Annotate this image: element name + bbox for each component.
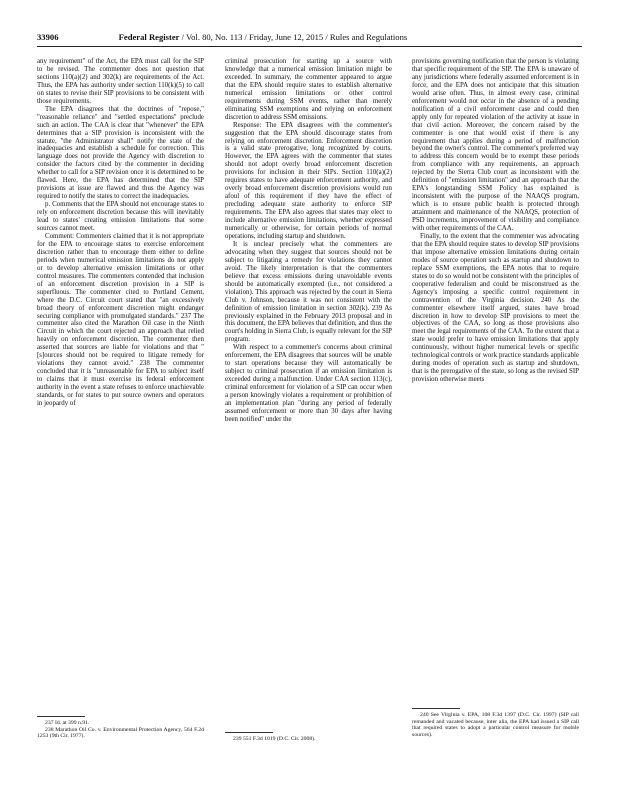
footnotes-column-3 [412, 708, 579, 738]
paragraph: any requirement" of the Act, the EPA must call for the SIP to be revised. The commenter does not question that sections 110(a)(2) and 302(k) are requirements of the Act. Thus, the EPA has authority under section 110(k)(5) to call on states to revise their SIP provisions to be consistent with those requirements. [37, 58, 204, 105]
paragraph: provisions governing notification that the person is violating that specific requirement of the SIP. The EPA is unaware of any jurisdictions where federally assumed enforcement is in force, and the EPA does not anticipate that this situation would arise often. Thus, in almost every case, criminal enforcement would not occur in the absence of a pending notification of a civil enforcement case and could then apply only for repeated violation of the activity at issue in that civil action. Moreover, the concern raised by the commenter is one that would exist if there is any requirement that applies during a period of malfunction beyond the owner's control. The commenter's preferred way to address this concern would be to exempt these periods from compliance with any requirements, an approach rejected by the Sierra Club court as inconsistent with the definition of "emission limitation" and an approach that the EPA's longstanding SSM Policy has explained is inconsistent with the purpose of the NAAQS program, which is to ensure public health is protected through attainment and maintenance of the NAAQS, protection of PSD increments, improvement of visibility and compliance with other requirements of the CAA. [412, 58, 579, 233]
paragraph: Comment: Commenters claimed that it is not appropriate for the EPA to encourage states to exercise enforcement discretion rather than to encourage them either to define periods when numerical emission limitations do not apply or to develop alternative emission limitations or other control measures. The commenters contended that inclusion of an enforcement discretion provision in a SIP is superfluous. The commenter cited to Portland Cement, where the D.C. Circuit court stated that "an excessively broad theory of enforcement discretion might endanger securing compliance with promulgated standards." 237 The commenter also cited the Marathon Oil case in the Ninth Circuit in which the court rejected an approach that relied heavily on enforcement discretion. The commenter then asserted that sources are liable for violations and that "[s]ources should not be required to litigate remedy for violations they cannot avoid." 238 The commenter concluded that it is "unreasonable for EPA to subject itself to claims that it must exercise its federal enforcement authority in the event a state refuses to enforce unachievable standards, or for states to put source owners and operators in jeopardy of [37, 232, 204, 407]
paragraph: Finally, to the extent that the commenter was advocating that the EPA should require states to develop SIP provisions that impose alternative emission limitations during certain modes of source operation such as startup and shutdown to replace SSM exemptions, the EPA notes that to require states to do so would not be consistent with the principles of cooperative federalism and could be misconstrued as the Agency's imposing a specific control requirement in contravention of the Virginia decision. 240 As the commenter elsewhere itself argued, states have broad discretion in how to develop SIP provisions to meet the objectives of the CAA, so long as those provisions also meet the legal requirements of the CAA. To the extent that a state would prefer to have emission limitations that apply continuously, without higher numerical levels or specific technological controls or work practice standards applicable during modes of operation such as startup and shutdown, that is the prerogative of the state, so long as the revised SIP provision otherwise meets [412, 232, 579, 384]
footnotes-column-2 [225, 732, 392, 743]
paragraph: criminal prosecution for starting up a source with knowledge that a numerical emission limitation might be exceeded. In summary, the commenter appeared to argue that the EPA should require states to establish alternative numerical emission limitations or other control requirements during SSM events, rather than merely eliminating SSM exemptions and relying on enforcement discretion to address SSM emissions. [225, 58, 392, 121]
paragraph: With respect to a commenter's concerns about criminal enforcement, the EPA disagrees that sources will be unable to start operations because they will automatically be subject to criminal prosecution if an emission limitation is exceeded during a malfunction. Under CAA section 113(c), criminal enforcement for violation of a SIP can occur when a person knowingly violates a requirement or prohibition of an implementation plan "during any period of federally assumed enforcement or more than 30 days after having been notified" under the [225, 344, 392, 423]
paragraph: The EPA disagrees that the doctrines of "repose," "reasonable reliance" and "settled expectations" preclude such an action. The CAA is clear that "whenever" the EPA determines that a SIP provision is inconsistent with the statute, "the Administrator shall" notify the state of the inadequacies and establish a schedule for correction. This language does not provide the Agency with discretion to consider the factors cited by the commenter in deciding whether to call for a SIP revision once it is determined to be flawed. Here, the EPA has determined that the SIP provisions at issue are flawed and thus the Agency was required to notify the states to correct the inadequacies. [37, 105, 204, 201]
text-column-2 [225, 58, 392, 424]
footnote-rule [225, 732, 273, 733]
footnote: 239 551 F.3d 1019 (D.C. Cir. 2008). [233, 736, 316, 742]
paragraph: It is unclear precisely what the commenters are advocating when they suggest that sources should not be subject to litigating a remedy for violations they cannot avoid. The likely interpretation is that the commenters believe that excess emissions during unavoidable events should be automatically exempted (i.e., not considered a violation). This approach was rejected by the court in Sierra Club v. Johnson, because it was not consistent with the definition of emission limitation in section 302(k). 239 As previously explained in the February 2013 proposal and in this document, the EPA believes that definition, and thus the court's holding in Sierra Club, is equally relevant for the SIP program. [225, 240, 392, 344]
text-column-1 [37, 58, 204, 408]
footnote: 240 See Virginia v. EPA, 108 F.3d 1397 (D.C. Cir. 1997) (SIP call remanded and vacated because, inter alia, the EPA had issued a SIP call that required states to adopt a particular control measure for mobile sources). [412, 712, 579, 738]
footnote-rule [37, 716, 85, 717]
issue-details: / Vol. 80, No. 113 / Friday, June 12, 2015 / Rules and Regulations [181, 32, 408, 42]
header-rule [37, 46, 582, 47]
footnotes-column-1 [37, 716, 204, 740]
paragraph: p. Comments that the EPA should not encourage states to rely on enforcement discretion because this will inevitably lead to states' creating emission limitations that some sources cannot meet. [37, 201, 204, 233]
text-column-3 [412, 58, 579, 384]
footnote: 237 Id. at 399 n.91. [45, 720, 90, 726]
footnote: 238 Marathon Oil Co. v. Environmental Protection Agency, 564 F.2d 1253 (9th Cir. 1977). [37, 726, 204, 740]
page-header [37, 31, 582, 45]
paragraph: Response: The EPA disagrees with the commenter's suggestion that the EPA should discourage states from relying on enforcement discretion. Enforcement discretion is a valid state prerogative, long recognized by courts. However, the EPA agrees with the commenter that states should not adopt overly broad enforcement discretion provisions for inclusion in their SIPs. Section 110(a)(2) requires states to have adequate enforcement authority, and overly broad enforcement discretion provisions would run afoul of this requirement if they have the effect of precluding adequate state authority to enforce SIP requirements. The EPA also agrees that states may elect to include alternative emission limitations, whether expressed numerically or otherwise, for certain periods of normal operations, including startup and shutdown. [225, 121, 392, 240]
footnote-rule [412, 708, 460, 709]
page-number: 33906 [37, 32, 59, 42]
publication-title: Federal Register [118, 32, 180, 42]
